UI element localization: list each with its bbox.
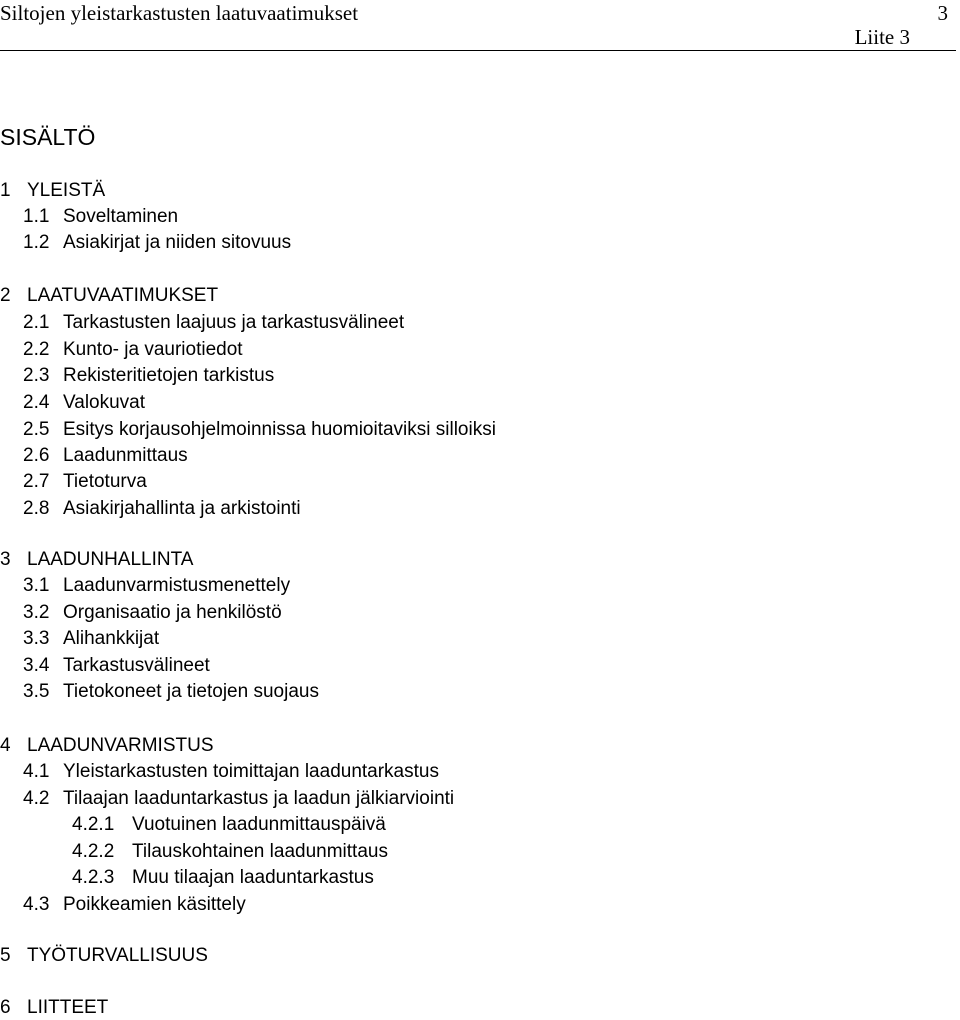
toc-subsection	[23, 680, 319, 704]
toc-number: 4	[0, 735, 11, 756]
toc-text: Tarkastusvälineet	[63, 655, 210, 676]
toc-number: 2.5	[23, 419, 50, 440]
toc-subsubsection	[72, 866, 374, 890]
toc-subsubsection	[72, 813, 386, 837]
toc-number: 2.3	[23, 365, 50, 386]
toc-text: LIITTEET	[27, 997, 109, 1018]
toc-number: 3	[0, 549, 11, 570]
toc-subsection	[23, 418, 496, 442]
toc-number: 3.3	[23, 628, 50, 649]
toc-text: Muu tilaajan laaduntarkastus	[132, 867, 374, 888]
toc-subsection	[23, 444, 188, 468]
toc-number: 2.4	[23, 392, 50, 413]
toc-subsection	[23, 760, 439, 784]
document-title: Siltojen yleistarkastusten laatuvaatimukset	[0, 1, 359, 25]
toc-number: 3.1	[23, 575, 50, 596]
toc-text: Soveltaminen	[63, 206, 179, 227]
toc-subsection	[23, 627, 159, 651]
toc-subsection	[23, 231, 291, 255]
toc-number: 4.2.2	[72, 841, 115, 862]
toc-subsection	[23, 338, 243, 362]
toc-number: 2.6	[23, 445, 50, 466]
toc-section-1	[0, 179, 105, 203]
toc-text: Asiakirjat ja niiden sitovuus	[63, 232, 292, 253]
toc-text: Poikkeamien käsittely	[63, 894, 246, 915]
toc-text: Yleistarkastusten toimittajan laaduntarkastus	[63, 761, 439, 782]
toc-text: Tietokoneet ja tietojen suojaus	[63, 681, 319, 702]
toc-text: LAADUNVARMISTUS	[27, 735, 214, 756]
toc-number: 2.7	[23, 471, 50, 492]
toc-number: 4.2	[23, 788, 50, 809]
toc-number: 1.2	[23, 232, 50, 253]
toc-text: Tilauskohtainen laadunmittaus	[132, 841, 388, 862]
toc-number: 5	[0, 945, 11, 966]
toc-number: 1.1	[23, 206, 50, 227]
toc-subsection	[23, 601, 282, 625]
toc-subsection	[23, 205, 178, 229]
toc-subsection	[23, 497, 301, 521]
toc-subsubsection	[72, 840, 388, 864]
toc-number: 4.2.3	[72, 867, 115, 888]
toc-section-5	[0, 944, 208, 968]
toc-subsection	[23, 364, 274, 388]
toc-text: Tietoturva	[63, 471, 147, 492]
toc-section-2	[0, 284, 218, 308]
toc-text: YLEISTÄ	[27, 180, 106, 201]
toc-number: 4.3	[23, 894, 50, 915]
toc-section-4	[0, 734, 214, 758]
toc-text: Valokuvat	[63, 392, 146, 413]
toc-text: LAADUNHALLINTA	[27, 549, 194, 570]
toc-text: Organisaatio ja henkilöstö	[63, 602, 282, 623]
header-divider	[0, 50, 956, 51]
toc-number: 2.1	[23, 312, 50, 333]
toc-text: Rekisteritietojen tarkistus	[63, 365, 275, 386]
toc-number: 3.5	[23, 681, 50, 702]
toc-section-3	[0, 548, 193, 572]
toc-text: Tarkastusten laajuus ja tarkastusvälineet	[63, 312, 405, 333]
toc-heading: SISÄLTÖ	[0, 124, 96, 150]
toc-text: Vuotuinen laadunmittauspäivä	[132, 814, 386, 835]
toc-text: Kunto- ja vauriotiedot	[63, 339, 243, 360]
appendix-label: Liite 3	[854, 25, 910, 49]
toc-text: Esitys korjausohjelmoinnissa huomioitaviksi silloiksi	[63, 419, 496, 440]
toc-number: 4.2.1	[72, 814, 115, 835]
toc-text: Asiakirjahallinta ja arkistointi	[63, 498, 301, 519]
toc-number: 1	[0, 180, 11, 201]
toc-text: TYÖTURVALLISUUS	[27, 945, 208, 966]
toc-subsection	[23, 311, 404, 335]
toc-number: 2	[0, 285, 11, 306]
toc-text: Alihankkijat	[63, 628, 160, 649]
page-number: 3	[937, 1, 948, 25]
toc-text: Laadunmittaus	[63, 445, 188, 466]
toc-subsection	[23, 654, 210, 678]
toc-subsection	[23, 787, 454, 811]
toc-number: 3.2	[23, 602, 50, 623]
toc-text: Laadunvarmistusmenettely	[63, 575, 291, 596]
toc-text: Tilaajan laaduntarkastus ja laadun jälkiarviointi	[63, 788, 455, 809]
toc-number: 6	[0, 997, 11, 1018]
toc-section-6	[0, 996, 108, 1020]
toc-subsection	[23, 893, 246, 917]
toc-number: 4.1	[23, 761, 50, 782]
toc-text: LAATUVAATIMUKSET	[27, 285, 219, 306]
toc-number: 2.8	[23, 498, 50, 519]
toc-subsection	[23, 574, 290, 598]
toc-number: 3.4	[23, 655, 50, 676]
toc-subsection	[23, 470, 147, 494]
toc-subsection	[23, 391, 145, 415]
toc-number: 2.2	[23, 339, 50, 360]
